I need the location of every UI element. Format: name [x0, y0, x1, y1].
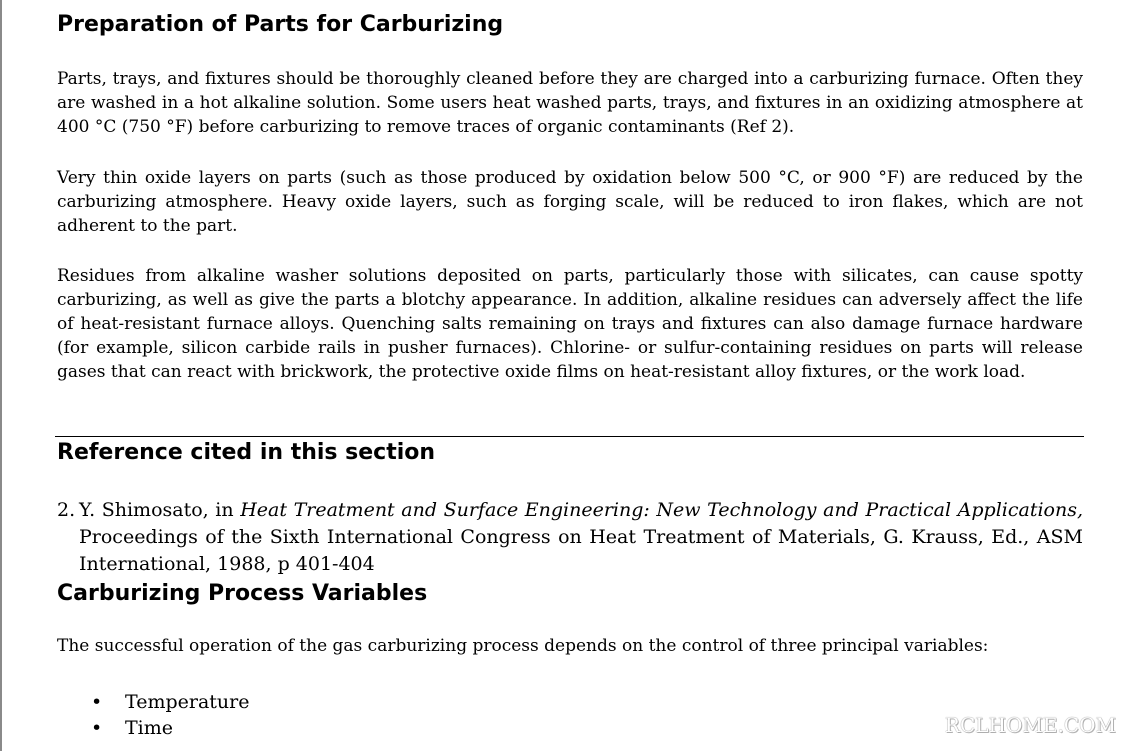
paragraph-cleaning: Parts, trays, and fixtures should be thoroughly cleaned before they are charged into a carburizing furnace. Often they are washed in a hot alkaline solution. Some users heat washed parts, trays, and fixtures in an oxidizing atmosphere at 400 °C (750 °F) before carburizing to remove traces of organic contaminants (Ref 2).	[57, 69, 1083, 137]
list-item-label: Temperature	[125, 691, 250, 713]
paragraph-residues: Residues from alkaline washer solutions deposited on parts, particularly those with silicates, can cause spotty carburizing, as well as give the parts a blotchy appearance. In addition, alkaline residues can adversely affect the life of heat-resistant furnace alloys. Quenching salts remaining on trays and fixtures can also damage furnace hardware (for example, silicon carbide rails in pusher furnaces). Chlorine- or sulfur-containing residues on parts will release gases that can react with brickwork, the protective oxide films on heat-resistant alloy fixtures, or the work load.	[57, 266, 1083, 382]
list-item	[57, 689, 249, 715]
reference-author: Y. Shimosato, in	[79, 499, 241, 521]
reference-body	[79, 497, 1083, 578]
reference-item	[57, 497, 1083, 578]
references-heading: Reference cited in this section	[57, 440, 436, 465]
bullet-icon: •	[91, 717, 103, 739]
variables-list	[57, 689, 249, 741]
page-left-border	[0, 0, 2, 751]
section-heading-preparation: Preparation of Parts for Carburizing	[57, 12, 504, 37]
reference-details: Proceedings of the Sixth International Congress on Heat Treatment of Materials, G. Krauss, Ed., ASM International, 1988, p 401-404	[79, 526, 1083, 575]
paragraph-process-intro: The successful operation of the gas carburizing process depends on the control of three principal variables:	[57, 636, 989, 656]
bullet-icon: •	[91, 691, 103, 713]
watermark: RCLHOME.COM	[944, 713, 1116, 737]
reference-book-title[interactable]: Heat Treatment and Surface Engineering: New Technology and Practical Applications,	[240, 499, 1083, 521]
paragraph-oxide-layers: Very thin oxide layers on parts (such as those produced by oxidation below 500 °C, or 900 °F) are reduced by the carburizing atmosphere. Heavy oxide layers, such as forging scale, will be reduced to iron flakes, which are not adherent to the part.	[57, 168, 1083, 236]
list-item-label: Time	[125, 717, 174, 739]
section-heading-process-variables: Carburizing Process Variables	[57, 581, 428, 606]
section-divider	[55, 436, 1084, 437]
list-item	[57, 715, 249, 741]
reference-number: 2.	[57, 499, 76, 521]
